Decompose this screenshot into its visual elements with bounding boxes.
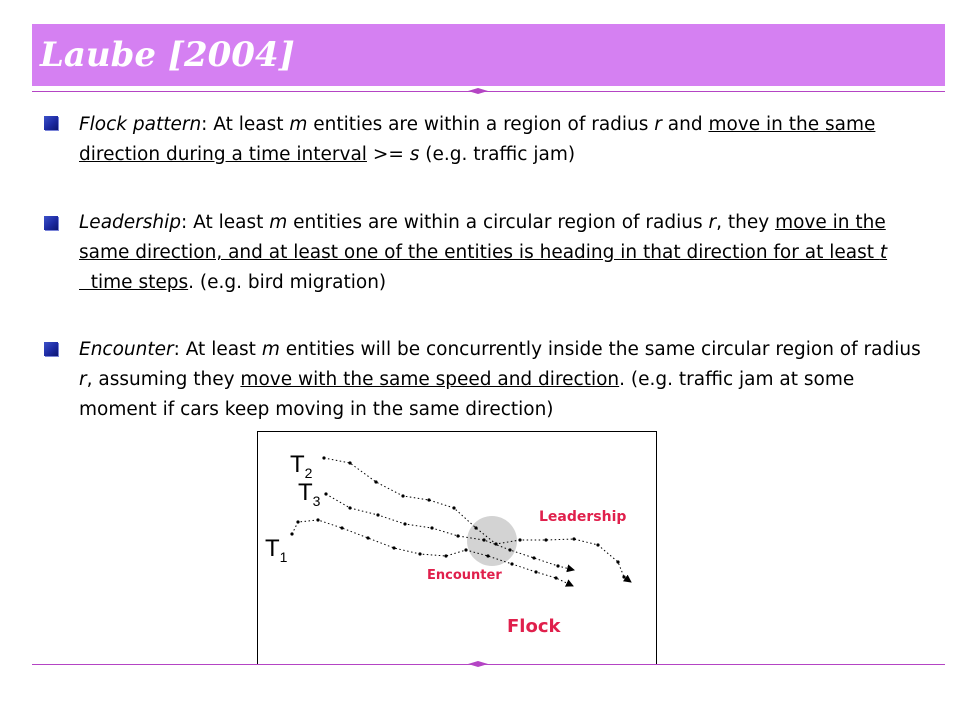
var-m: m (269, 212, 288, 233)
trajectory-point (348, 461, 351, 464)
var-m: m (261, 339, 280, 360)
text: >= (366, 144, 410, 165)
trajectory-point (324, 492, 327, 495)
trajectory-point (403, 522, 406, 525)
text: : At least (181, 212, 270, 233)
encounter-label: Encounter (427, 568, 502, 583)
var-s: s (409, 144, 420, 165)
trajectory-point (464, 548, 467, 551)
trajectory-point (596, 543, 599, 546)
trajectory-point (430, 526, 433, 529)
text: . (e.g. traffic jam at some moment if cars keep moving in the same direction) (79, 369, 855, 420)
trajectory-point (616, 560, 619, 563)
leadership-paragraph (79, 208, 929, 298)
trajectory-point (452, 506, 455, 509)
trajectory-point (494, 542, 497, 545)
trajectory-point (534, 570, 537, 573)
text: entities are within a circular region of radius (287, 212, 709, 233)
var-t: t (879, 242, 888, 263)
top-divider (32, 91, 945, 92)
trajectory-point (444, 554, 447, 557)
text: (e.g. traffic jam) (419, 144, 576, 165)
trajectory-point (418, 552, 421, 555)
trajectory-point (348, 506, 351, 509)
var-m: m (289, 114, 308, 135)
term: Leadership (79, 212, 182, 233)
trajectory-point (401, 494, 404, 497)
trajectory-diagram (258, 432, 656, 664)
underlined-text: move in the same direction during a time interval (79, 114, 876, 165)
var-r: r (79, 369, 87, 390)
trajectory-point (316, 518, 319, 521)
text: : At least (201, 114, 290, 135)
t3-label: $T_3$ (298, 479, 321, 509)
trajectory-point (554, 576, 557, 579)
t1-label: $T_1$ (265, 535, 288, 565)
trajectory-point (374, 480, 377, 483)
trajectory-point (296, 520, 299, 523)
trajectory-point (510, 562, 513, 565)
var-r: r (654, 114, 662, 135)
text: . (e.g. bird migration) (188, 272, 387, 293)
underlined-text: move with the same speed and direction (240, 369, 620, 390)
trajectory-point (474, 526, 477, 529)
top-divider-diamond (468, 88, 488, 94)
bullet-icon (44, 116, 58, 130)
trajectory-point (392, 546, 395, 549)
trajectory-point (572, 537, 575, 540)
text: , they (716, 212, 776, 233)
trajectory-point (322, 456, 325, 459)
trajectory-point (290, 532, 293, 535)
text: : At least (173, 339, 262, 360)
text: move in the same direction, and at least one of the entities is heading in that direction for at least (79, 212, 886, 263)
bottom-divider (32, 664, 945, 665)
trajectory-point (556, 564, 559, 567)
trajectory-point (376, 513, 379, 516)
trajectory-point (482, 538, 485, 541)
trajectory-t3 (326, 494, 574, 570)
leadership-label: Leadership (539, 509, 627, 525)
bullet-icon (44, 342, 58, 356)
trajectory-point (366, 536, 369, 539)
text: , assuming they (86, 369, 241, 390)
trajectory-point (622, 575, 625, 578)
encounter-paragraph (79, 335, 929, 425)
trajectory-point (486, 554, 489, 557)
term: Encounter (79, 339, 174, 360)
trajectory-point (518, 538, 521, 541)
text: entities are within a region of radius (307, 114, 655, 135)
term: Flock pattern (79, 114, 202, 135)
t2-label: $T_2$ (290, 451, 313, 481)
trajectory-point (508, 548, 511, 551)
var-r: r (708, 212, 717, 233)
text: time steps (79, 272, 189, 293)
bullet-icon (44, 216, 58, 230)
text: entities will be concurrently inside the same circular region of radius (279, 339, 921, 360)
encounter-region (467, 516, 517, 566)
trajectory-point (340, 526, 343, 529)
trajectory-patterns-figure (257, 431, 657, 665)
trajectory-point (456, 534, 459, 537)
text: and (661, 114, 709, 135)
flock-label: Flock (507, 616, 561, 637)
trajectory-point (532, 556, 535, 559)
trajectory-point (427, 498, 430, 501)
flock-pattern-paragraph (79, 110, 929, 170)
slide-title: Laube [2004] (40, 35, 295, 75)
trajectory-point (544, 538, 547, 541)
